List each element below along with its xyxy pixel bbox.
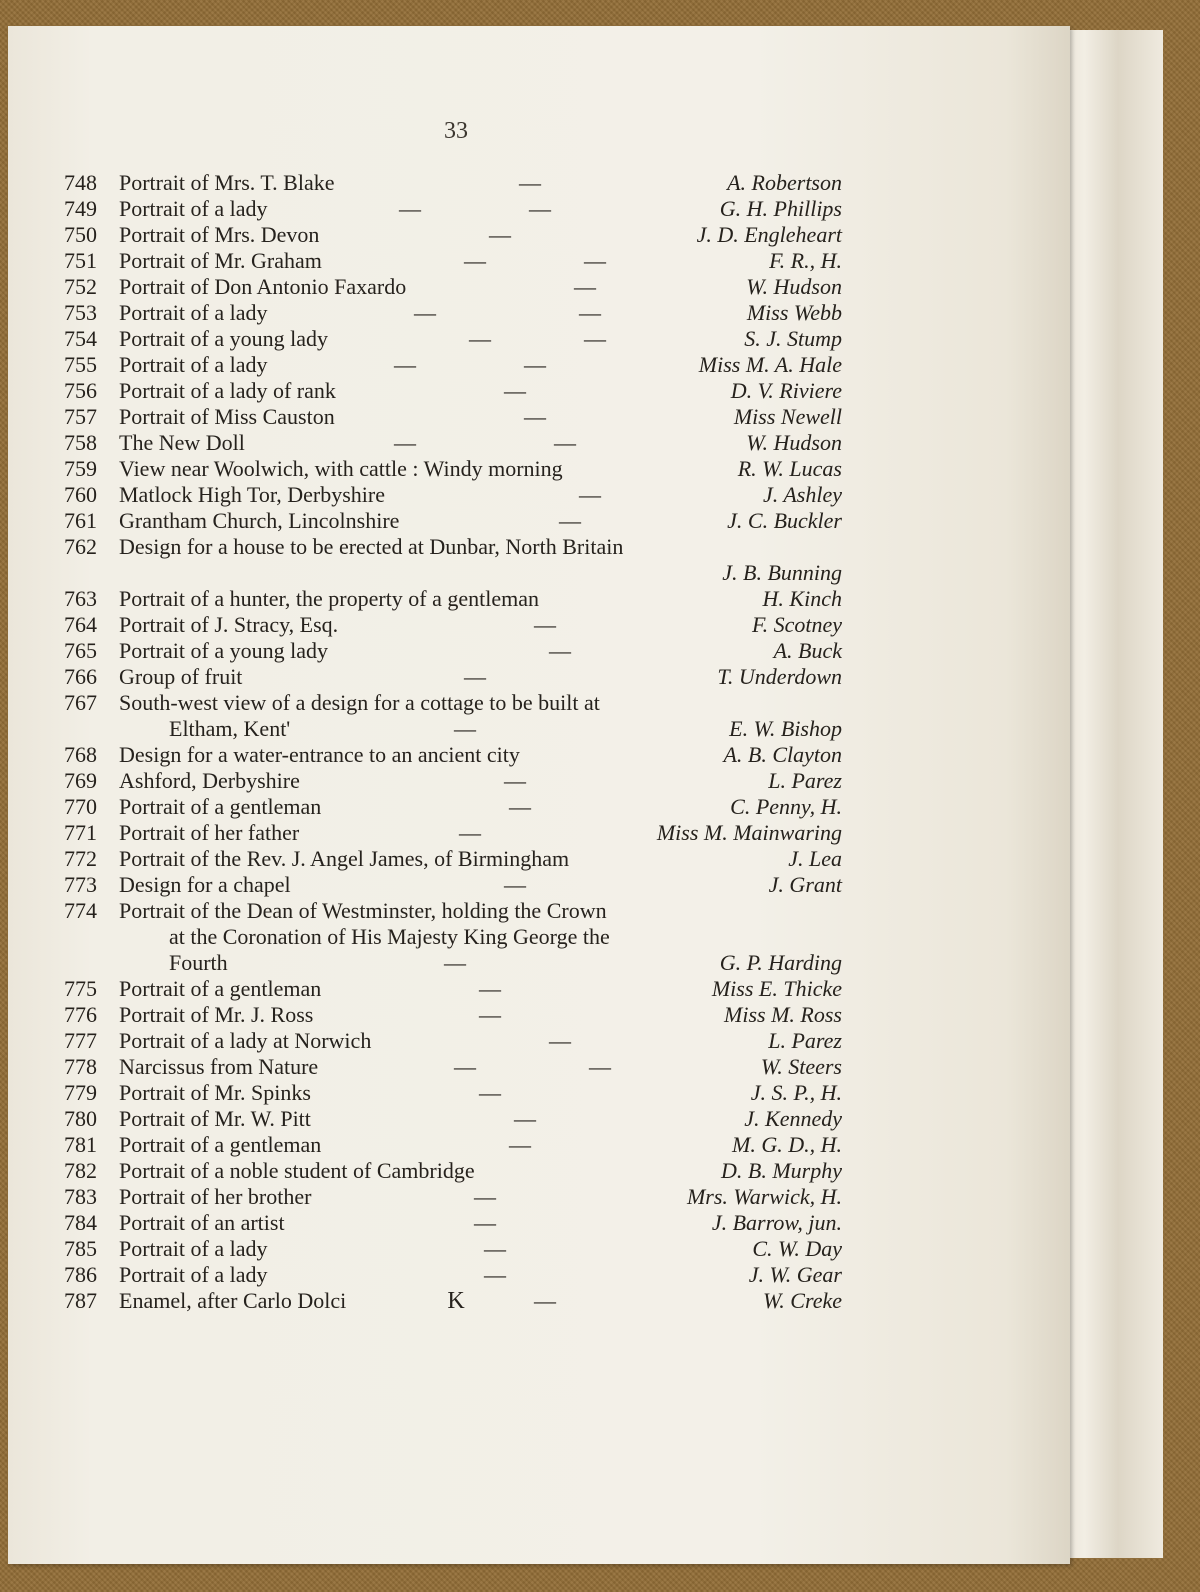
entry-title: View near Woolwich, with cattle : Windy morning bbox=[119, 456, 563, 481]
leader-dash: — bbox=[584, 248, 606, 273]
entry-title: Portrait of a lady bbox=[119, 300, 268, 325]
catalogue-entry bbox=[64, 1028, 842, 1054]
entry-artist: Miss E. Thicke bbox=[711, 976, 842, 1001]
entry-number: 753 bbox=[64, 300, 97, 325]
entry-number: 763 bbox=[64, 586, 97, 611]
entry-title: Portrait of an artist bbox=[119, 1210, 285, 1235]
catalogue-entry bbox=[64, 534, 842, 586]
entry-number: 782 bbox=[64, 1158, 97, 1183]
entry-number: 751 bbox=[64, 248, 97, 273]
entry-artist: A. Robertson bbox=[727, 170, 842, 195]
catalogue-entry bbox=[64, 300, 842, 326]
leader-dash: — bbox=[474, 1184, 496, 1209]
entry-number: 786 bbox=[64, 1262, 97, 1287]
entry-number: 777 bbox=[64, 1028, 97, 1053]
entry-artist: Miss M. A. Hale bbox=[698, 352, 842, 377]
catalogue-entry bbox=[64, 690, 842, 742]
entry-artist: F. Scotney bbox=[751, 612, 842, 637]
leader-dash: — bbox=[509, 1132, 531, 1157]
catalogue-entry bbox=[64, 976, 842, 1002]
leader-dash: — bbox=[484, 1236, 506, 1261]
leader-dash: — bbox=[524, 404, 546, 429]
leader-dash: — bbox=[474, 1210, 496, 1235]
entry-title: Portrait of Mrs. Devon bbox=[119, 222, 320, 247]
leader-dash: — bbox=[394, 352, 416, 377]
entry-artist: W. Hudson bbox=[746, 274, 842, 299]
leader-dash: — bbox=[529, 196, 551, 221]
leader-dash: — bbox=[399, 196, 421, 221]
entry-title: Portrait of Don Antonio Faxardo bbox=[119, 274, 407, 299]
signature-mark: K bbox=[447, 1288, 465, 1314]
leader-dash: — bbox=[394, 430, 416, 455]
catalogue-entry bbox=[64, 326, 842, 352]
entry-title: Design for a house to be erected at Dunbar, North Britain bbox=[119, 534, 624, 559]
leader-dash: — bbox=[554, 430, 576, 455]
entry-title: Portrait of a lady at Norwich bbox=[119, 1028, 372, 1053]
entry-artist: E. W. Bishop bbox=[729, 716, 842, 741]
entry-number: 771 bbox=[64, 820, 97, 845]
catalogue-entry bbox=[64, 430, 842, 456]
catalogue-entry bbox=[64, 1184, 842, 1210]
entry-artist: Mrs. Warwick, H. bbox=[686, 1184, 842, 1209]
catalogue-entry bbox=[64, 1054, 842, 1080]
entry-artist: W. Hudson bbox=[746, 430, 842, 455]
entry-title: Portrait of the Rev. J. Angel James, of Birmingham bbox=[119, 846, 570, 871]
entry-artist: A. B. Clayton bbox=[723, 742, 842, 767]
catalogue-entry bbox=[64, 352, 842, 378]
entry-number: 754 bbox=[64, 326, 97, 351]
entry-number: 748 bbox=[64, 170, 97, 195]
entry-artist: Miss M. Ross bbox=[724, 1002, 842, 1027]
leader-dash: — bbox=[589, 1054, 611, 1079]
leader-dash: — bbox=[469, 326, 491, 351]
entry-number: 769 bbox=[64, 768, 97, 793]
catalogue-entry bbox=[64, 1236, 842, 1262]
entry-title: Portrait of a lady bbox=[119, 1236, 268, 1261]
catalogue-entry bbox=[64, 482, 842, 508]
entry-artist: Miss Newell bbox=[733, 404, 842, 429]
leader-dash: — bbox=[514, 1106, 536, 1131]
catalogue-entry bbox=[64, 222, 842, 248]
catalogue-entry bbox=[64, 638, 842, 664]
entry-artist: T. Underdown bbox=[717, 664, 842, 689]
entry-number: 768 bbox=[64, 742, 97, 767]
entry-artist: C. Penny, H. bbox=[730, 794, 842, 819]
leader-dash: — bbox=[549, 638, 571, 663]
catalogue-entry bbox=[64, 170, 842, 196]
leader-dash: — bbox=[459, 820, 481, 845]
leader-dash: — bbox=[479, 1080, 501, 1105]
entry-number: 785 bbox=[64, 1236, 97, 1261]
entry-artist: W. Creke bbox=[762, 1288, 842, 1313]
entry-title: Portrait of a lady of rank bbox=[119, 378, 336, 403]
entry-artist: J. Grant bbox=[768, 872, 842, 897]
entry-title: Ashford, Derbyshire bbox=[119, 768, 300, 793]
catalogue-entry bbox=[64, 768, 842, 794]
entry-number: 752 bbox=[64, 274, 97, 299]
catalogue-entry bbox=[64, 1210, 842, 1236]
catalogue-entry bbox=[64, 1132, 842, 1158]
entry-artist: J. S. P., H. bbox=[750, 1080, 842, 1105]
entry-number: 778 bbox=[64, 1054, 97, 1079]
leader-dash: — bbox=[584, 326, 606, 351]
entry-artist: J. Kennedy bbox=[744, 1106, 842, 1131]
entry-artist: Miss M. Mainwaring bbox=[656, 820, 842, 845]
entry-number: 773 bbox=[64, 872, 97, 897]
leader-dash: — bbox=[479, 976, 501, 1001]
leader-dash: — bbox=[454, 1054, 476, 1079]
catalogue-entry bbox=[64, 872, 842, 898]
leader-dash: — bbox=[549, 1028, 571, 1053]
catalogue-entry bbox=[64, 378, 842, 404]
entry-artist: J. Ashley bbox=[762, 482, 842, 507]
entry-title: Portrait of a lady bbox=[119, 352, 268, 377]
entry-artist: M. G. D., H. bbox=[732, 1132, 842, 1157]
entry-title: Group of fruit bbox=[119, 664, 243, 689]
entry-artist: C. W. Day bbox=[752, 1236, 842, 1261]
catalogue-entry bbox=[64, 1106, 842, 1132]
catalogue-entry bbox=[64, 664, 842, 690]
leader-dash: — bbox=[504, 768, 526, 793]
entry-number: 774 bbox=[64, 898, 97, 923]
entry-title: Design for a chapel bbox=[119, 872, 291, 897]
leader-dash: — bbox=[484, 1262, 506, 1287]
catalogue-entry bbox=[64, 456, 842, 482]
entry-number: 767 bbox=[64, 690, 97, 715]
entry-title: Matlock High Tor, Derbyshire bbox=[119, 482, 386, 507]
entry-title: Portrait of Mr. W. Pitt bbox=[119, 1106, 311, 1131]
entry-number: 764 bbox=[64, 612, 97, 637]
leader-dash: — bbox=[464, 664, 486, 689]
entry-title: Portrait of the Dean of Westminster, holding the Crown bbox=[119, 898, 607, 923]
entry-number: 762 bbox=[64, 534, 97, 559]
entry-artist: D. B. Murphy bbox=[721, 1158, 842, 1183]
entry-artist: L. Parez bbox=[768, 768, 842, 793]
leader-dash: — bbox=[579, 482, 601, 507]
catalogue-entry bbox=[64, 820, 842, 846]
entry-title: Portrait of a gentleman bbox=[119, 1132, 322, 1157]
entry-artist: G. H. Phillips bbox=[719, 196, 842, 221]
leader-dash: — bbox=[534, 1288, 556, 1313]
entry-title: Enamel, after Carlo Dolci bbox=[119, 1288, 347, 1313]
entry-title: Portrait of a gentleman bbox=[119, 794, 322, 819]
entry-artist: D. V. Riviere bbox=[730, 378, 842, 403]
entry-number: 758 bbox=[64, 430, 97, 455]
entry-artist: A. Buck bbox=[773, 638, 842, 663]
leader-dash: — bbox=[454, 716, 476, 741]
entry-number: 781 bbox=[64, 1132, 97, 1157]
entry-number: 779 bbox=[64, 1080, 97, 1105]
entry-title: Portrait of her brother bbox=[119, 1184, 312, 1209]
entry-artist: G. P. Harding bbox=[719, 950, 842, 975]
entry-title: Portrait of a lady bbox=[119, 196, 268, 221]
entry-number: 787 bbox=[64, 1288, 97, 1313]
leader-dash: — bbox=[504, 872, 526, 897]
catalogue-entry bbox=[64, 508, 842, 534]
catalogue-entries bbox=[64, 170, 842, 1314]
entry-number: 776 bbox=[64, 1002, 97, 1027]
entry-title: Portrait of a hunter, the property of a gentleman bbox=[119, 586, 540, 611]
entry-number: 761 bbox=[64, 508, 97, 533]
entry-title-continued: at the Coronation of His Majesty King George the bbox=[169, 924, 610, 949]
entry-title: Portrait of a lady bbox=[119, 1262, 268, 1287]
entry-number: 775 bbox=[64, 976, 97, 1001]
leader-dash: — bbox=[464, 248, 486, 273]
leader-dash: — bbox=[504, 378, 526, 403]
entry-artist: S. J. Stump bbox=[744, 326, 842, 351]
catalogue-entry bbox=[64, 586, 842, 612]
entry-artist: J. W. Gear bbox=[748, 1262, 842, 1287]
entry-number: 772 bbox=[64, 846, 97, 871]
entry-artist: R. W. Lucas bbox=[737, 456, 842, 481]
leader-dash: — bbox=[579, 300, 601, 325]
entry-number: 750 bbox=[64, 222, 97, 247]
entry-artist: J. Barrow, jun. bbox=[711, 1210, 842, 1235]
entry-artist: J. C. Buckler bbox=[727, 508, 842, 533]
entry-artist: W. Steers bbox=[760, 1054, 842, 1079]
entry-number: 783 bbox=[64, 1184, 97, 1209]
entry-number: 757 bbox=[64, 404, 97, 429]
entry-number: 755 bbox=[64, 352, 97, 377]
leader-dash: — bbox=[559, 508, 581, 533]
entry-title: Portrait of Mrs. T. Blake bbox=[119, 170, 335, 195]
entry-title: Narcissus from Nature bbox=[119, 1054, 319, 1079]
leader-dash: — bbox=[534, 612, 556, 637]
leader-dash: — bbox=[479, 1002, 501, 1027]
leader-dash: — bbox=[444, 950, 466, 975]
entry-artist: Miss Webb bbox=[746, 300, 842, 325]
entry-title: Portrait of her father bbox=[119, 820, 300, 845]
entry-title: Portrait of Miss Causton bbox=[119, 404, 335, 429]
entry-title-continued: Eltham, Kent' bbox=[169, 716, 291, 741]
leader-dash: — bbox=[524, 352, 546, 377]
entry-title: Grantham Church, Lincolnshire bbox=[119, 508, 400, 533]
entry-title: The New Doll bbox=[119, 430, 245, 455]
catalogue-entry bbox=[64, 404, 842, 430]
entry-artist: J. D. Engleheart bbox=[696, 222, 842, 247]
entry-title: Portrait of Mr. Graham bbox=[119, 248, 322, 273]
catalogue-entry bbox=[64, 1262, 842, 1288]
leader-dash: — bbox=[519, 170, 541, 195]
entry-title: Portrait of a young lady bbox=[119, 326, 328, 351]
entry-title: Portrait of J. Stracy, Esq. bbox=[119, 612, 339, 637]
catalogue-entry bbox=[64, 274, 842, 300]
entry-title: Portrait of Mr. Spinks bbox=[119, 1080, 311, 1105]
entry-artist: J. B. Bunning bbox=[722, 560, 842, 585]
entry-number: 759 bbox=[64, 456, 97, 481]
entry-title: South-west view of a design for a cottage to be built at bbox=[119, 690, 600, 715]
leader-dash: — bbox=[509, 794, 531, 819]
leader-dash: — bbox=[414, 300, 436, 325]
catalogue-entry bbox=[64, 742, 842, 768]
entry-artist: L. Parez bbox=[768, 1028, 842, 1053]
entry-artist: J. Lea bbox=[788, 846, 842, 871]
catalogue-entry bbox=[64, 612, 842, 638]
entry-number: 770 bbox=[64, 794, 97, 819]
entry-number: 756 bbox=[64, 378, 97, 403]
entry-artist: H. Kinch bbox=[762, 586, 842, 611]
entry-number: 760 bbox=[64, 482, 97, 507]
entry-number: 749 bbox=[64, 196, 97, 221]
leader-dash: — bbox=[489, 222, 511, 247]
entry-number: 766 bbox=[64, 664, 97, 689]
catalogue-entry bbox=[64, 1080, 842, 1106]
entry-title: Portrait of a noble student of Cambridge bbox=[119, 1158, 475, 1183]
entry-number: 780 bbox=[64, 1106, 97, 1131]
entry-title: Design for a water-entrance to an ancient city bbox=[119, 742, 520, 767]
leader-dash: — bbox=[574, 274, 596, 299]
entry-title: Portrait of a young lady bbox=[119, 638, 328, 663]
entry-number: 765 bbox=[64, 638, 97, 663]
page-number: 33 bbox=[444, 118, 468, 144]
entry-title-continued: Fourth bbox=[169, 950, 228, 975]
catalogue-entry bbox=[64, 248, 842, 274]
entry-title: Portrait of Mr. J. Ross bbox=[119, 1002, 314, 1027]
catalogue-entry bbox=[64, 794, 842, 820]
entry-artist: F. R., H. bbox=[769, 248, 842, 273]
catalogue-entry bbox=[64, 898, 842, 976]
catalogue-entry bbox=[64, 196, 842, 222]
catalogue-entry bbox=[64, 1002, 842, 1028]
entry-title: Portrait of a gentleman bbox=[119, 976, 322, 1001]
catalogue-entry bbox=[64, 846, 842, 872]
entry-number: 784 bbox=[64, 1210, 97, 1235]
catalogue-entry bbox=[64, 1158, 842, 1184]
